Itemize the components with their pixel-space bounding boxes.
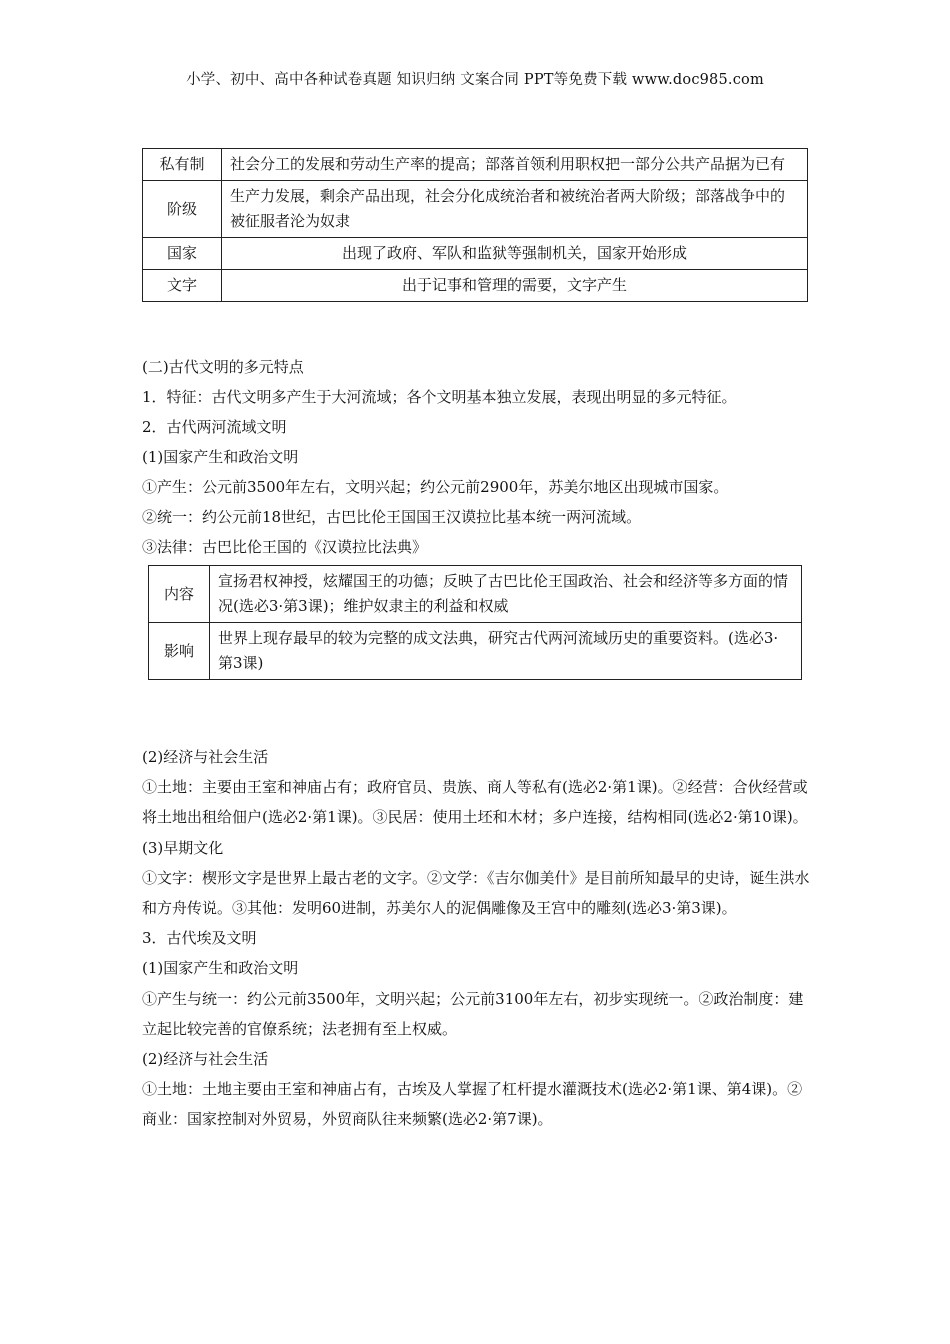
section-civilization-features	[142, 352, 814, 562]
table-row	[149, 566, 802, 623]
row-label: 阶级	[143, 181, 222, 238]
hammurabi-code-table	[148, 565, 802, 680]
table-row	[149, 623, 802, 680]
row-content: 生产力发展，剩余产品出现，社会分化成统治者和被统治者两大阶级；部落战争中的被征服者沦为奴隶	[222, 181, 808, 238]
origin-table	[142, 148, 808, 302]
section-heading: 3．古代埃及文明	[142, 929, 257, 948]
row-content: 出于记事和管理的需要，文字产生	[222, 270, 808, 302]
row-content: 出现了政府、军队和监狱等强制机关，国家开始形成	[222, 238, 808, 270]
row-label: 文字	[143, 270, 222, 302]
subsection-heading: (1)国家产生和政治文明	[142, 959, 299, 978]
page-header: 小学、初中、高中各种试卷真题 知识归纳 文案合同 PPT等免费下载 www.doc985.com	[186, 72, 764, 88]
table-row	[143, 181, 808, 238]
subsection-heading: (2)经济与社会生活	[142, 748, 269, 766]
section-economy-culture	[142, 742, 814, 1135]
section-heading: 2．古代两河流域文明	[142, 418, 287, 436]
paragraph: ①产生与统一：约公元前3500年，文明兴起；公元前3100年左右，初步实现统一。②政治制度：建立起比较完善的官僚系统；法老拥有至上权威。	[142, 989, 804, 1038]
subsection-heading: (1)国家产生和政治文明	[142, 448, 299, 466]
row-content: 宣扬君权神授，炫耀国王的功德；反映了古巴比伦王国政治、社会和经济等多方面的情况(选必3·第3课)；维护奴隶主的利益和权威	[210, 566, 802, 623]
section-heading: (二)古代文明的多元特点	[142, 358, 304, 376]
paragraph: ①土地：土地主要由王室和神庙占有，古埃及人掌握了杠杆提水灌溉技术(选必2·第1课、第4课)。②商业：国家控制对外贸易，外贸商队往来频繁(选必2·第7课)。	[142, 1080, 803, 1129]
paragraph: ①文字：楔形文字是世界上最古老的文字。②文学：《吉尔伽美什》是目前所知最早的史诗，诞生洪水和方舟传说。③其他：发明60进制，苏美尔人的泥偶雕像及王宫中的雕刻(选必3·第3课)。	[142, 868, 810, 918]
paragraph: ①产生：公元前3500年左右，文明兴起；约公元前2900年，苏美尔地区出现城市国家。	[142, 478, 729, 496]
table-row	[143, 149, 808, 181]
row-label: 影响	[149, 623, 210, 680]
row-content: 社会分工的发展和劳动生产率的提高；部落首领利用职权把一部分公共产品据为已有	[222, 149, 808, 181]
row-label: 私有制	[143, 149, 222, 181]
paragraph: 1．特征：古代文明多产生于大河流域；各个文明基本独立发展，表现出明显的多元特征。	[142, 388, 737, 406]
paragraph: ①土地：主要由王室和神庙占有；政府官员、贵族、商人等私有(选必2·第1课)。②经营：合伙经营或将土地出租给佃户(选必2·第1课)。③民居：使用土坯和木材；多户连接，结构相同(选必2·第10课)。	[142, 778, 808, 827]
subsection-heading: (3)早期文化	[142, 838, 224, 857]
table-row	[143, 238, 808, 270]
subsection-heading: (2)经济与社会生活	[142, 1050, 269, 1069]
paragraph: ③法律：古巴比伦王国的《汉谟拉比法典》	[142, 538, 428, 556]
row-content: 世界上现存最早的较为完整的成文法典，研究古代两河流域历史的重要资料。(选必3·第3课)	[210, 623, 802, 680]
paragraph: ②统一：约公元前18世纪，古巴比伦王国国王汉谟拉比基本统一两河流域。	[142, 508, 642, 526]
table-row	[143, 270, 808, 302]
row-label: 内容	[149, 566, 210, 623]
row-label: 国家	[143, 238, 222, 270]
